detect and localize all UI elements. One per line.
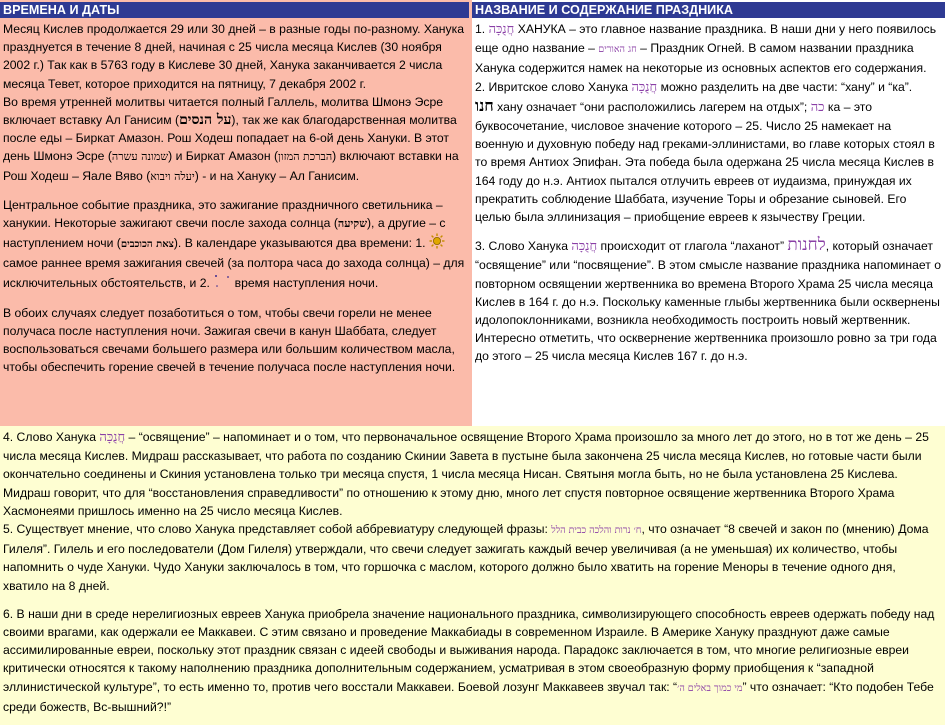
text: 3. Слово Ханука [475, 239, 572, 254]
text: время наступления ночи. [231, 275, 379, 290]
text: – “освящение” – напоминает и о том, что первоначальное освящение Второго Храма произошло за много лет до этого, но в тот же день – 25 числа месяца Кислев. Мидраш рассказывает, что работа по созданию Скинии Завета в пустыне была закончена 25 числа месяца Кислев, но готовые части были окончательно соединены и Скиния установлена только три месяца спустя, 1 числа месяца Нисан. Святыня могла быть, но не была установлена 25 Кислева. Мидраш говорит, что для “восстановления справедливости” по отношению к этому дню, много лет спустя повторное освящение жертвенника Второго Храма Хасмонеями пришлось именно на 25 число месяца Кислев. [3, 430, 929, 518]
text: Центральное событие праздника, это зажигание праздничного светильника – ханукии. Некоторые зажигают свечи после захода солнца ( [3, 197, 443, 231]
text: , который означает “освящение” или “посвящение”. В этом смысле название праздника напоминает о повторном освящении жертвенника во времена Второго Храма 25 числа месяца Кислев в 164 г. до н.э. Поскольку каменные глыбы жертвенника были осквернены идолопоклонниками, возникла необходимость построить новый жертвенник. Интересно отметить, что осквернение жертвенника произошло ровно за три года до этого – 25 числа месяца Кислев 167 г. до н.э. [475, 239, 941, 364]
dates-paragraph-1 [3, 20, 468, 93]
text: 6. В наши дни в среде нерелигиозных евреев Ханука приобрела значение национального праздника, символизирующего способность евреев одержать победу над своими врагами, как одержали ее Маккавеи. С этим связано и проведение Маккабиады в современном Израиле. В Америке Хануку празднуют даже самые ассимилированные евреи, поскольку этот праздник связан с идеей свободы и выживания народа. Парадокс заключается в том, что многие религиозные евреи критически относятся к такому наполнению праздника дополнительным содержанием, усматривая в этом своеобразную форму приобщения к “западной эллинистической культуре”, то есть именно то, против чего восстали Маккавеи. Боевой лозунг Маккавеев звучал так: “ [3, 606, 935, 694]
meaning-paragraph-2 [475, 78, 941, 227]
text: Месяц Кислев продолжается 29 или 30 дней – в разные годы по-разному. Ханука празднуется в течение 8 дней, начиная с 25 числа месяца Кислев (30 ноября 2002 г.) Так как в 5763 году в Кислеве 30 дней, Ханука заканчивается 2 числа месяца Тевет, которое приходится на пятницу, 7 декабря 2002 г. [3, 22, 464, 91]
text: ка – это буквосочетание, числовое значение которого – 25. Число 25 намекает на военную и духовную победу над греками-эллинистами, во главе которых стоял в то время Антиох Эпифан. Эта победа была одержана 25 числа месяца Кислев в 164 году до н.э. Антиох пытался отлучить евреев от иудаизма, принуждая их прекратить соблюдение Шаббата, изучение Торы и обрезание сыновей. Его целью была эллинизация – приобщение евреев к язычеству Греции. [475, 99, 935, 225]
meaning-paragraph-4 [3, 428, 941, 520]
name-meaning-section [472, 0, 945, 426]
meaning-paragraph-3 [475, 236, 941, 365]
hebrew-lehanot: לחנות [787, 235, 826, 256]
hebrew-al-hanisim: על הנסים [179, 112, 232, 129]
hebrew-mi-kamocha: מי כמוך באלים ה׳ [677, 682, 743, 694]
hebrew-hanukah: חֲנֻכָּה [488, 22, 515, 37]
text: – Праздник Огней. В самом названии праздника Ханука содержится намек на некоторые из основных аспектов его содержания. [475, 41, 927, 76]
text: В обоих случаях следует позаботиться о том, чтобы свечи горели не менее получаса после наступления ночи. Зажигая свечи в канун Шаббата, следует воспользоваться свечами большего размера или большим количеством масла, чтобы обеспечить горение свечей в течение получаса после наступления ночи. [3, 305, 456, 375]
meaning-paragraph-5 [3, 520, 941, 595]
dates-section [0, 0, 472, 426]
hebrew-hanukah: חֲנֻכָּה [571, 239, 598, 255]
text: 1. [475, 22, 489, 36]
text: ). В календаре указываются два времени: 1. [173, 236, 426, 251]
text: хану означает “они расположились лагерем на отдых”; [493, 99, 811, 114]
text: ), а другие – с наступлением ночи ( [3, 216, 446, 251]
hebrew-hanukah: חֲנֻכָּה [99, 430, 126, 445]
dates-paragraph-2 [3, 93, 468, 186]
hebrew-shkia: שקיעה [337, 217, 367, 231]
text: ) и Биркат Амазон ( [168, 149, 279, 164]
text: самое раннее время зажигания свечей (за полтора часа до захода солнца) – для исключительных обстоятельств, и 2. [3, 256, 465, 290]
dates-paragraph-3 [3, 196, 468, 294]
hebrew-shmone-esre: שמונה עשרה [111, 150, 169, 164]
hebrew-birkat-hamazon: הברכת המזון [278, 150, 333, 164]
meaning-paragraph-1 [475, 20, 941, 78]
text: , что означает “8 свечей и закон по (мнению) Дома Гилеля”. Гилель и его последователи (Дом Гилеля) утверждали, что свечи следует зажигать каждый вечер увеличивая (а не уменьшая) их количество, чтобы напомнить о чуде Хануки. Чудо Хануки заключалось в том, что горшочка с маслом, которого должно было хватить на горение Меноры в течение одного дня, хватило на 8 дней. [3, 522, 929, 593]
name-meaning-header: НАЗВАНИЕ И СОДЕРЖАНИЕ ПРАЗДНИКА [472, 2, 945, 18]
dates-paragraph-4 [3, 304, 468, 377]
text: 2. Ивритское слово Ханука [475, 79, 632, 94]
text: можно разделить на две части: “хану” и “ка”. [657, 79, 913, 94]
meaning-paragraph-6 [3, 605, 941, 716]
sun-icon [429, 233, 445, 254]
text: ) включают вставки на Рош Ходеш – Яале Вяво ( [3, 149, 459, 183]
text: происходит от глагола “лаханот” [597, 239, 788, 254]
hebrew-hanu: חנו [475, 95, 494, 115]
text: ” что означает: “Кто подобен Тебе среди божеств, Вс-вышний?!” [3, 679, 934, 714]
text: ), так же как благодарственная молитва после еды – Биркат Амазон. Рош Ходеш попадает на 6-ой день Хануки. В этот день Шмонэ Эсре ( [3, 113, 457, 164]
text: ) - и на Хануку – Ал Ганисим. [194, 168, 360, 183]
hebrew-ka: כה [810, 99, 825, 115]
meaning-continued-section [0, 426, 945, 725]
text: Во время утренней молитвы читается полный Галлель, молитва Шмонэ Эсре включает вставку Ал Ганисим ( [3, 94, 444, 128]
hebrew-acronym-phrase: ח׳ נרות והלכה כבית הלל [551, 525, 642, 537]
text: ХАНУКА – это главное название праздника. В наши дни у него появилось еще одно название – [475, 22, 937, 56]
hebrew-yaale-veyavo: יעלה ויבוא [150, 169, 195, 183]
hebrew-tzeit: צאת הכוכבים [120, 239, 174, 251]
moon-stars-icon [213, 273, 231, 294]
dates-header: ВРЕМЕНА И ДАТЫ [0, 2, 469, 18]
text: 5. Существует мнение, что слово Ханука представляет собой аббревиатуру следующей фразы: [3, 522, 552, 537]
text: 4. Слово Ханука [3, 430, 100, 444]
hebrew-hag-haurim: חג האורים [598, 44, 637, 56]
hebrew-hanukah: חֲנֻכָּה [631, 79, 658, 95]
